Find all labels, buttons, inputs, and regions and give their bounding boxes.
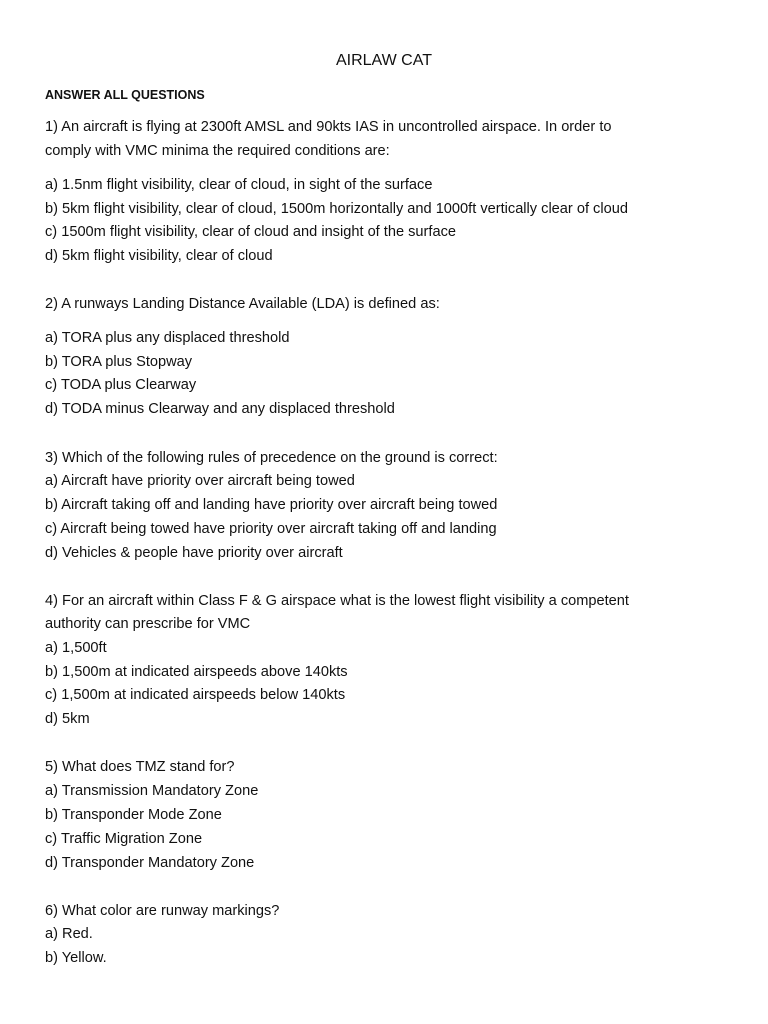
question-3-prompt: 3) Which of the following rules of precedence on the ground is correct:: [45, 450, 498, 466]
question-1-option-a: a) 1.5nm flight visibility, clear of cloud, in sight of the surface: [45, 177, 433, 193]
question-1-option-d: d) 5km flight visibility, clear of cloud: [45, 248, 273, 264]
question-3-option-a: a) Aircraft have priority over aircraft being towed: [45, 473, 355, 489]
question-5-option-b: b) Transponder Mode Zone: [45, 807, 222, 823]
question-5-option-c: c) Traffic Migration Zone: [45, 831, 203, 847]
question-4-option-b: b) 1,500m at indicated airspeeds above 140kts: [45, 664, 348, 680]
question-4-prompt-line-1: 4) For an aircraft within Class F & G airspace what is the lowest flight visibility a competent: [45, 593, 629, 609]
question-1-option-b: b) 5km flight visibility, clear of cloud, 1500m horizontally and 1000ft vertically clear of cloud: [45, 201, 628, 217]
question-5-option-a: a) Transmission Mandatory Zone: [45, 783, 259, 799]
question-2-option-b: b) TORA plus Stopway: [45, 354, 193, 370]
question-5-option-d: d) Transponder Mandatory Zone: [45, 855, 255, 871]
question-2-prompt: 2) A runways Landing Distance Available (LDA) is defined as:: [45, 296, 440, 312]
instructions-heading: ANSWER ALL QUESTIONS: [45, 88, 205, 102]
question-4-prompt-line-2: authority can prescribe for VMC: [45, 616, 251, 632]
question-2-option-a: a) TORA plus any displaced threshold: [45, 330, 290, 346]
question-1-option-c: c) 1500m flight visibility, clear of cloud and insight of the surface: [45, 224, 456, 240]
question-6-option-a: a) Red.: [45, 926, 93, 942]
question-2-option-d: d) TODA minus Clearway and any displaced threshold: [45, 401, 395, 417]
question-1-prompt-line-1: 1) An aircraft is flying at 2300ft AMSL and 90kts IAS in uncontrolled airspace. In order to: [45, 119, 612, 135]
question-1-prompt-line-2: comply with VMC minima the required conditions are:: [45, 143, 390, 159]
question-6-prompt: 6) What color are runway markings?: [45, 903, 280, 919]
question-3-option-b: b) Aircraft taking off and landing have priority over aircraft being towed: [45, 497, 498, 513]
question-4-option-c: c) 1,500m at indicated airspeeds below 140kts: [45, 687, 346, 703]
question-5-prompt: 5) What does TMZ stand for?: [45, 759, 235, 775]
question-4-option-d: d) 5km: [45, 711, 90, 727]
question-3-option-d: d) Vehicles & people have priority over aircraft: [45, 545, 343, 561]
question-4-option-a: a) 1,500ft: [45, 640, 107, 656]
page-title: AIRLAW CAT: [335, 52, 432, 69]
question-6-option-b: b) Yellow.: [45, 950, 107, 966]
question-3-option-c: c) Aircraft being towed have priority over aircraft taking off and landing: [45, 521, 497, 537]
question-2-option-c: c) TODA plus Clearway: [45, 377, 197, 393]
